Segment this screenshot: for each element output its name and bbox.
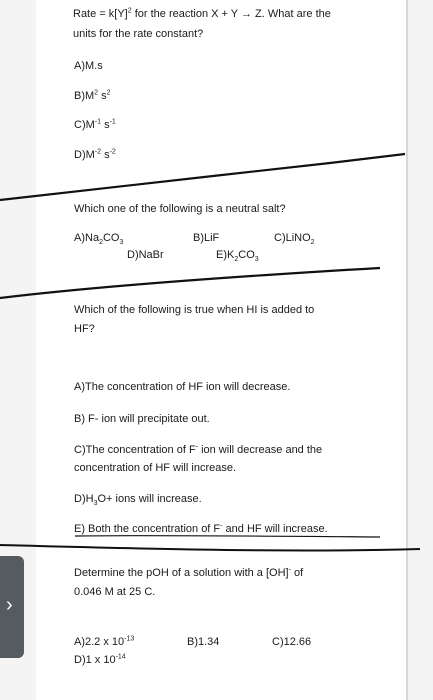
q4-line1: Determine the pOH of a solution with a [OH]- of	[74, 566, 304, 579]
q2-option-b: B)LiF	[193, 232, 220, 244]
q2-option-d: D)NaBr	[127, 249, 164, 261]
q1-line1: Rate = $k[Y]^2$ for the reaction X + Y → Z. What are the	[73, 7, 331, 20]
q3-option-b: B) F- ion will precipitate out.	[74, 413, 210, 425]
q4-line2: 0.046 M at 25 C.	[74, 586, 156, 598]
q2-question: Which one of the following is a neutral salt?	[74, 203, 286, 215]
q4-option-a: A)2.2 x $10^{-13}$	[74, 635, 135, 648]
q1-option-a: A)M.s	[74, 60, 103, 72]
q2-option-c: C)LiNO$_2$	[274, 232, 315, 247]
pen-stroke-4	[0, 545, 420, 550]
q1-option-c: $C)M^{-1}$ $s^{-1}$	[74, 118, 116, 131]
next-page-tab[interactable]	[0, 556, 24, 658]
chevron-right-icon: ›	[6, 594, 13, 616]
q1-line2: units for the rate constant?	[73, 28, 204, 40]
q3-line1: Which of the following is true when HI is added to	[74, 304, 315, 316]
q3-line2: HF?	[74, 323, 95, 335]
pen-stroke-1	[0, 154, 405, 200]
q3-option-c-line1: C)The concentration of F- ion will decrease and the	[74, 443, 323, 456]
q3-option-a: A)The concentration of HF ion will decrease.	[74, 381, 291, 393]
q3-option-e: E) Both the concentration of F- and HF will increase.	[74, 522, 328, 535]
q1-option-b: $B)M^2$ $s^2$	[74, 89, 111, 102]
pen-stroke-2	[0, 268, 380, 298]
q3-option-c-line2: concentration of HF will increase.	[74, 462, 237, 474]
pen-stroke-3	[75, 536, 380, 537]
q3-option-d: $D)H_3O+$ ions will increase.	[74, 493, 202, 508]
q4-option-c: C)12.66	[272, 636, 312, 648]
q1-option-d: $D)M^{-2}$ $s^{-2}$	[74, 148, 116, 161]
q2-option-e: $E)K_2CO_3$	[216, 249, 259, 264]
q4-option-d: D)1 x $10^{-14}$	[74, 653, 126, 666]
q4-option-b: B)1.34	[187, 636, 220, 648]
q2-option-a: $A)Na_2CO_3$	[74, 232, 124, 247]
